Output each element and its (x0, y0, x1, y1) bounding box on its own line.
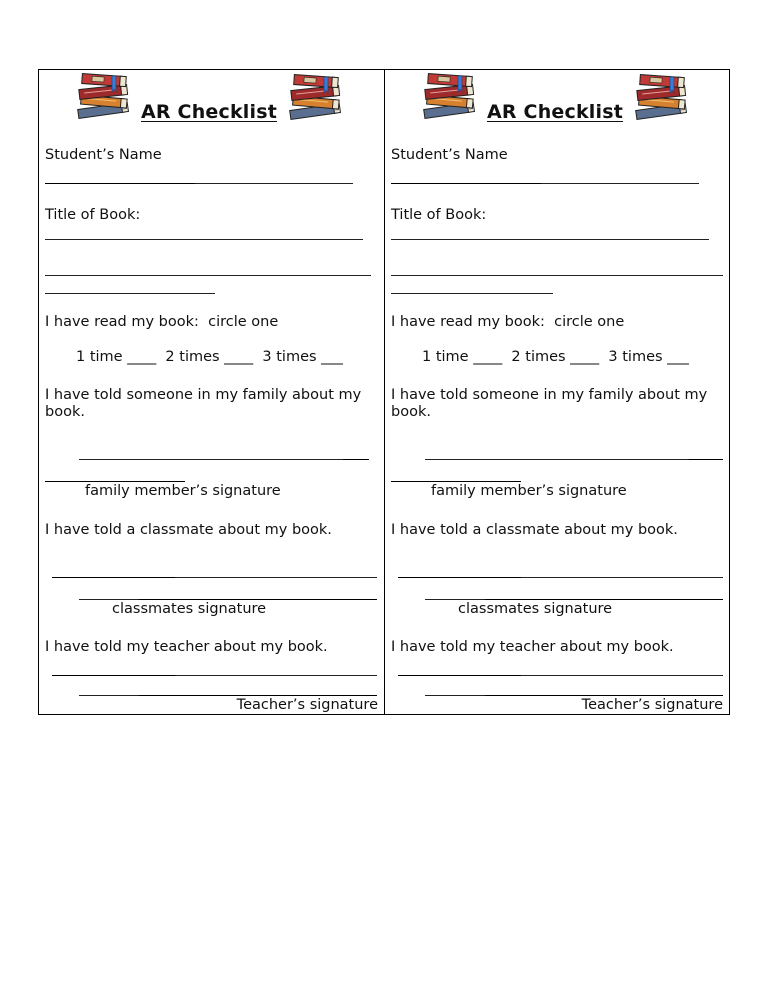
book-title-line-2 (45, 275, 371, 276)
classmate-signature-line (521, 577, 723, 578)
family-signature-line-2 (391, 481, 521, 482)
classmate-signature-line-bold (398, 577, 521, 578)
classmate-signature-line-2a (425, 599, 485, 600)
book-title-line-1 (391, 239, 709, 240)
card-title: AR Checklist (487, 101, 624, 123)
teacher-signature-line-2b (139, 695, 377, 696)
ar-checklist-sheet (38, 69, 730, 715)
stacked-books-icon (284, 71, 346, 123)
family-signature-line-2 (45, 481, 185, 482)
classmate-prompt: I have told a classmate about my book. (391, 522, 678, 538)
read-prompt: I have read my book: circle one (45, 314, 279, 330)
checklist-card-right (384, 70, 729, 714)
classmate-signature-line-2a (79, 599, 139, 600)
book-title-line-1 (45, 239, 363, 240)
card-title: AR Checklist (141, 101, 278, 123)
family-signature-line-bold (689, 459, 723, 460)
student-name-line-bold (391, 183, 541, 184)
classmate-signature-label: classmates signature (458, 601, 613, 617)
classmate-signature-line (175, 577, 377, 578)
teacher-signature-line-bold (52, 675, 175, 676)
student-name-label: Student’s Name (391, 147, 508, 163)
family-prompt: I have told someone in my family about my book. (391, 387, 708, 420)
book-title-line-3 (391, 293, 553, 294)
classmate-signature-line-2b (139, 599, 377, 600)
family-signature-line (79, 459, 343, 460)
classmate-prompt: I have told a classmate about my book. (45, 522, 332, 538)
stacked-books-icon (418, 70, 480, 122)
teacher-signature-line-2a (79, 695, 139, 696)
teacher-signature-line-2b (485, 695, 723, 696)
checklist-card-left (39, 70, 384, 714)
family-signature-label: family member’s signature (431, 483, 627, 499)
student-name-line (195, 183, 353, 184)
stacked-books-icon (72, 70, 134, 122)
classmate-signature-line-2b (485, 599, 723, 600)
classmate-signature-line-bold (52, 577, 175, 578)
classmate-signature-label: classmates signature (112, 601, 267, 617)
book-title-label: Title of Book: (45, 207, 141, 223)
student-name-line-bold (45, 183, 195, 184)
teacher-signature-line-2a (425, 695, 485, 696)
teacher-prompt: I have told my teacher about my book. (391, 639, 674, 655)
stacked-books-icon (630, 71, 692, 123)
family-signature-label: family member’s signature (85, 483, 281, 499)
student-name-line (541, 183, 699, 184)
family-prompt: I have told someone in my family about my book. (45, 387, 362, 420)
family-signature-line-bold (343, 459, 369, 460)
family-signature-line (425, 459, 689, 460)
teacher-signature-label: Teacher’s signature (236, 697, 378, 713)
book-title-line-3 (45, 293, 215, 294)
teacher-prompt: I have told my teacher about my book. (45, 639, 328, 655)
book-title-label: Title of Book: (391, 207, 487, 223)
teacher-signature-line (175, 675, 377, 676)
read-count-options: 1 time ____ 2 times ____ 3 times ___ (422, 349, 689, 365)
read-count-options: 1 time ____ 2 times ____ 3 times ___ (76, 349, 343, 365)
book-title-line-2 (391, 275, 723, 276)
teacher-signature-label: Teacher’s signature (581, 697, 723, 713)
teacher-signature-line (521, 675, 723, 676)
teacher-signature-line-bold (398, 675, 521, 676)
student-name-label: Student’s Name (45, 147, 162, 163)
read-prompt: I have read my book: circle one (391, 314, 625, 330)
